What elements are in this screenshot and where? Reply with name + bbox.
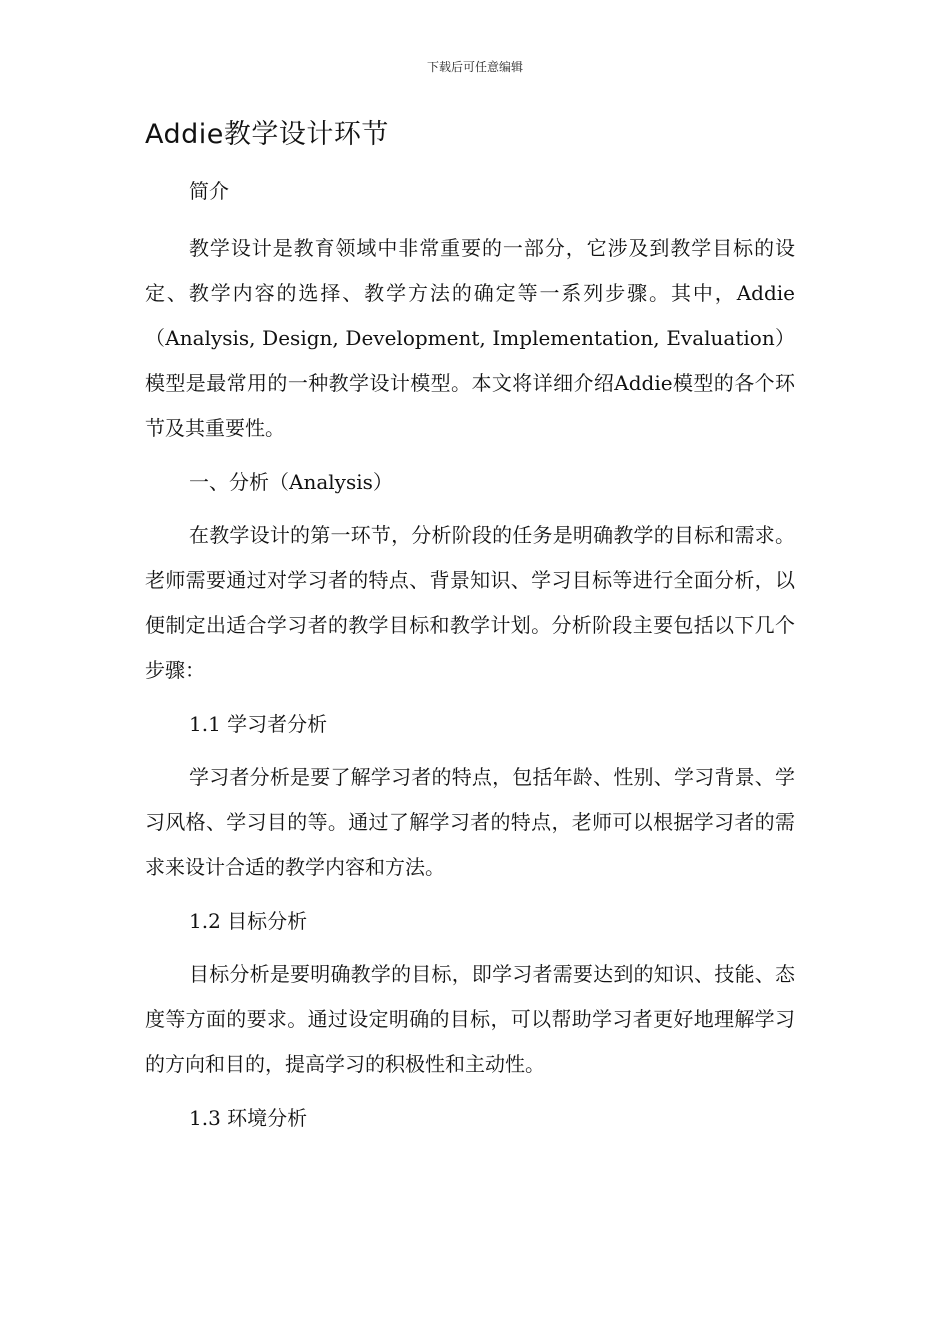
paragraph-1-2: 目标分析是要明确教学的目标，即学习者需要达到的知识、技能、态度等方面的要求。通过设定明确的目标，可以帮助学习者更好地理解学习的方向和目的，提高学习的积极性和主动性。: [145, 962, 795, 1076]
subsection-heading-1-2: 1.2 目标分析: [189, 909, 308, 933]
paragraph-intro: 教学设计是教育领域中非常重要的一部分，它涉及到教学目标的设定、教学内容的选择、教学方法的确定等一系列步骤。其中，Addie（Analysis, Design, Development, Implementation, Evaluation）模型是最常用的一种教学设计模型。本文将详细介绍Addie模型的各个环节及其重要性。: [145, 236, 795, 440]
section-heading-intro: 简介: [189, 179, 229, 203]
header-note: 下载后可任意编辑: [426, 60, 523, 74]
subsection-heading-1-1: 1.1 学习者分析: [189, 712, 328, 736]
document-body: [145, 112, 795, 1149]
subsection-heading-1-3: 1.3 环境分析: [189, 1106, 308, 1130]
paragraph-1-1: 学习者分析是要了解学习者的特点，包括年龄、性别、学习背景、学习风格、学习目的等。通过了解学习者的特点，老师可以根据学习者的需求来设计合适的教学内容和方法。: [145, 765, 795, 879]
document-title: Addie教学设计环节: [145, 119, 389, 150]
section-heading-analysis: 一、分析（Analysis）: [189, 470, 393, 494]
paragraph-analysis: 在教学设计的第一环节，分析阶段的任务是明确教学的目标和需求。老师需要通过对学习者的特点、背景知识、学习目标等进行全面分析，以便制定出适合学习者的教学目标和教学计划。分析阶段主要包括以下几个步骤：: [145, 523, 795, 682]
